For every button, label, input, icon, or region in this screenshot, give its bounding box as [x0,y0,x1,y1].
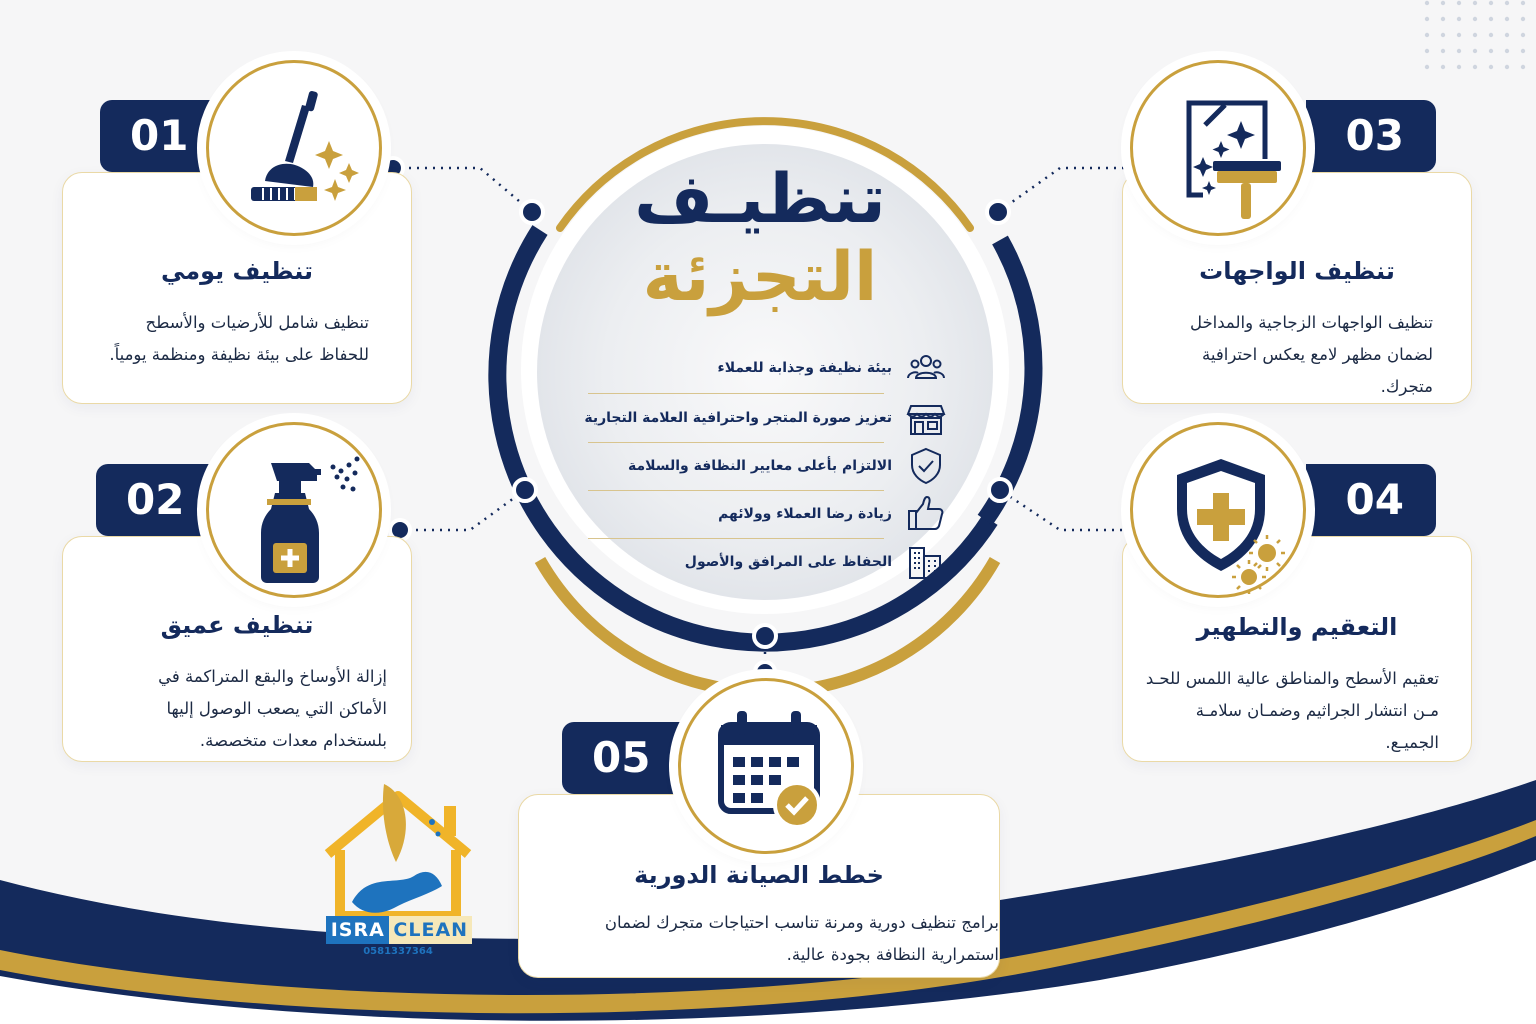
logo-name-part2: CLEAN [389,916,472,944]
feature-title: تنظيف يومي [160,257,314,285]
feature-description: تنظيف الواجهات الزجاجية والمداخل لضمان مظهر لامع يعكس احترافية متجرك. [1189,313,1433,396]
feature-title: خطط الصيانة الدورية [634,861,884,889]
connector-dot [989,479,1011,501]
dot-pattern [1418,0,1536,80]
feature-title: تنظيف الواجهات [1199,257,1395,285]
feature-description: إزالة الأوساخ والبقع المتراكمة في الأماكن التي يصعب الوصول إليها بلستخدام معدات متخصصة. [158,667,387,750]
benefit-label: الحفاظ على المرافق والأصول [684,554,892,570]
shield-cross-germs-icon [1133,425,1309,601]
connector-04 [1000,490,1138,530]
benefit-label: الالتزام بأعلى معايير النظافة والسلامة [627,458,892,474]
main-title-line1: تنظيـف [634,160,886,239]
connector-03 [998,168,1140,212]
connector-01 [393,168,532,212]
benefit-divider [588,538,884,539]
customers-group-icon [906,348,946,388]
feature-icon-circle [1130,422,1306,598]
feature-number-tab: 02 [96,464,226,536]
logo-wordmark [326,916,472,944]
spray-bottle-icon [209,425,385,601]
benefit-row [576,542,946,582]
feature-number-tab: 05 [562,722,692,794]
feature-number-tab: 04 [1306,464,1436,536]
window-squeegee-icon [1133,63,1309,239]
benefit-row [576,398,946,438]
benefit-label: بيئة نظيفة وجذابة للعملاء [717,360,892,376]
logo-name-part1: ISRA [326,916,389,944]
benefit-divider [588,393,884,394]
feature-icon-circle [206,422,382,598]
feature-description: برامج تنظيف دورية ومرنة تناسب احتياجات متجرك لضمان استمرارية النظافة بجودة عالية. [604,913,999,964]
connector-dot [754,625,776,647]
feature-icon-circle [1130,60,1306,236]
feature-description: تنظيف شامل للأرضيات والأسطح للحفاظ على بيئة نظيفة ومنظمة يومياً. [109,313,369,364]
main-title-line2: التجزئة [642,238,878,317]
calendar-check-icon [681,681,857,857]
feature-icon-circle [678,678,854,854]
benefit-label: زيادة رضا العملاء وولائهم [718,506,892,522]
feature-title: تنظيف عميق [160,611,314,639]
feature-title: التعقيم والتطهير [1196,613,1398,641]
benefit-divider [588,442,884,443]
connector-dot [987,201,1009,223]
feature-description: تعقيم الأسطح والمناطق عالية اللمس للحـد مـن انتشار الجراثيم وضمـان سلامـة الجميـع. [1145,669,1439,752]
benefit-row [576,494,946,534]
benefit-row [576,446,946,486]
buildings-icon [906,542,946,582]
connector-02 [400,490,525,530]
connector-dot [514,479,536,501]
feature-number-tab: 03 [1306,100,1436,172]
benefit-row [576,348,946,388]
shield-check-icon [906,446,946,486]
thumbs-up-icon [906,494,946,534]
storefront-icon [906,398,946,438]
mop-sparkles-icon [209,63,385,239]
feature-icon-circle [206,60,382,236]
connector-dot [521,201,543,223]
benefit-divider [588,490,884,491]
feature-number-tab: 01 [100,100,230,172]
logo-phone: 0581337364 [363,946,433,957]
benefit-label: تعزيز صورة المتجر واحترافية العلامة التجارية [584,410,892,426]
